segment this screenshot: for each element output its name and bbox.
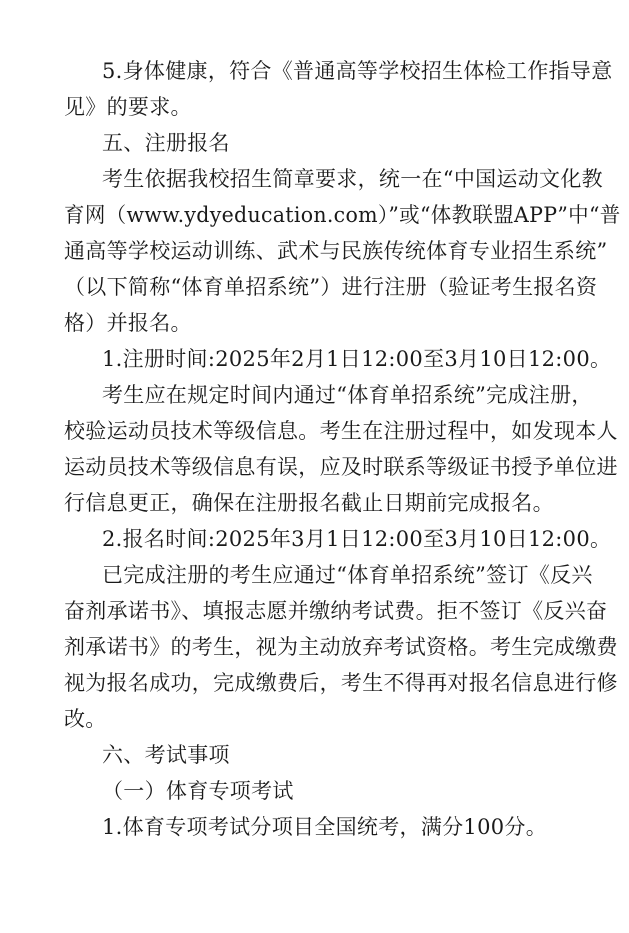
- section-heading: 五、注册报名: [102, 131, 230, 155]
- paragraph-line: 行信息更正，确保在注册报名截止日期前完成报名。: [64, 491, 554, 515]
- paragraph-line: 考生依据我校招生简章要求，统一在“中国运动文化教: [102, 167, 603, 191]
- subsection-heading: （一）体育专项考试: [102, 779, 294, 803]
- paragraph-line: 格）并报名。: [64, 311, 192, 335]
- paragraph-line: 1.注册时间:2025年2月1日12:00至3月10日12:00。: [102, 347, 612, 371]
- section-heading: 六、考试事项: [102, 743, 230, 767]
- paragraph-line: 改。: [64, 707, 107, 731]
- paragraph-line: 见》的要求。: [64, 95, 192, 119]
- paragraph-line: 校验运动员技术等级信息。考生在注册过程中，如发现本人: [64, 419, 618, 443]
- paragraph-line: 已完成注册的考生应通过“体育单招系统”签订《反兴: [102, 563, 593, 587]
- paragraph-line: 2.报名时间:2025年3月1日12:00至3月10日12:00。: [102, 527, 612, 551]
- paragraph-line: 育网（www.ydyeducation.com）”或“体教联盟APP”中“普: [64, 203, 621, 227]
- paragraph-line: 考生应在规定时间内通过“体育单招系统”完成注册，: [102, 383, 593, 407]
- paragraph-line: （以下简称“体育单招系统”）进行注册（验证考生报名资: [64, 275, 598, 299]
- paragraph-line: 1.体育专项考试分项目全国统考，满分100分。: [102, 815, 548, 839]
- paragraph-line: 剂承诺书》的考生，视为主动放弃考试资格。考生完成缴费: [64, 635, 618, 659]
- paragraph-line: 奋剂承诺书》、填报志愿并缴纳考试费。拒不签订《反兴奋: [64, 599, 608, 623]
- paragraph-line: 5.身体健康，符合《普通高等学校招生体检工作指导意: [102, 59, 613, 83]
- paragraph-line: 视为报名成功，完成缴费后，考生不得再对报名信息进行修: [64, 671, 618, 695]
- paragraph-line: 通高等学校运动训练、武术与民族传统体育专业招生系统”: [64, 239, 608, 263]
- paragraph-line: 运动员技术等级信息有误，应及时联系等级证书授予单位进: [64, 455, 618, 479]
